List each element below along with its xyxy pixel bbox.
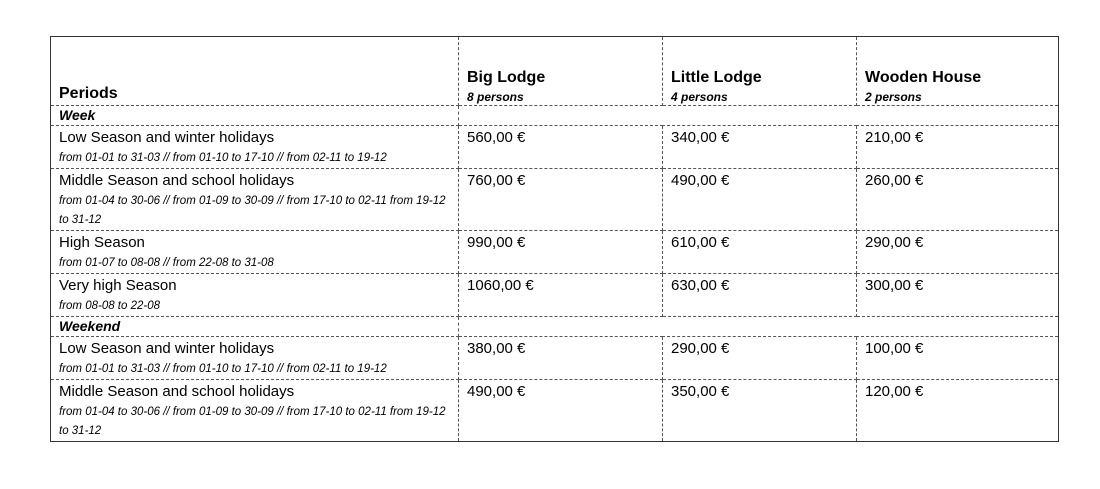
price-value: 290,00 € <box>865 234 924 251</box>
period-cell <box>51 169 459 231</box>
table-row <box>51 380 1059 442</box>
price-value: 340,00 € <box>671 129 730 146</box>
price-value: 1060,00 € <box>467 277 534 294</box>
price-value: 290,00 € <box>671 340 730 357</box>
period-name: High Season <box>59 234 145 251</box>
period-cell <box>51 231 459 274</box>
table-row <box>51 126 1059 169</box>
price-cell <box>663 231 857 274</box>
period-name: Middle Season and school holidays <box>59 172 295 189</box>
section-empty-cell <box>459 317 1059 337</box>
price-cell <box>857 169 1059 231</box>
period-cell <box>51 380 459 442</box>
period-dates: from 01-01 to 31-03 // from 01-10 to 17-10 // from 02-11 to 19-12 <box>59 152 387 164</box>
price-cell <box>857 337 1059 380</box>
price-value: 990,00 € <box>467 234 526 251</box>
price-value: 210,00 € <box>865 129 924 146</box>
period-cell <box>51 337 459 380</box>
table-row <box>51 337 1059 380</box>
price-cell <box>663 126 857 169</box>
header-label: Little Lodge <box>671 69 762 86</box>
price-value: 610,00 € <box>671 234 730 251</box>
price-cell <box>857 274 1059 317</box>
period-cell <box>51 126 459 169</box>
period-name: Middle Season and school holidays <box>59 383 295 400</box>
price-value: 630,00 € <box>671 277 730 294</box>
price-cell <box>857 380 1059 442</box>
section-row <box>51 317 1059 337</box>
price-value: 490,00 € <box>467 383 526 400</box>
section-row <box>51 106 1059 126</box>
price-cell <box>459 274 663 317</box>
price-cell <box>857 231 1059 274</box>
header-wooden-house <box>857 37 1059 106</box>
period-name: Low Season and winter holidays <box>59 340 275 357</box>
price-cell <box>663 337 857 380</box>
price-value: 300,00 € <box>865 277 924 294</box>
header-sub: 2 persons <box>865 90 922 104</box>
period-dates: from 01-04 to 30-06 // from 01-09 to 30-09 // from 17-10 to 02-11 from 19-12 to 31-12 <box>59 195 446 226</box>
price-cell <box>459 231 663 274</box>
price-value: 120,00 € <box>865 383 924 400</box>
price-value: 490,00 € <box>671 172 730 189</box>
header-little-lodge <box>663 37 857 106</box>
section-empty-cell <box>459 106 1059 126</box>
header-sub: 8 persons <box>467 90 524 104</box>
price-cell <box>459 380 663 442</box>
section-title: Week <box>59 107 96 123</box>
price-cell <box>663 274 857 317</box>
section-title-cell <box>51 317 459 337</box>
rates-table-body <box>51 37 1059 442</box>
period-dates: from 08-08 to 22-08 <box>59 300 161 312</box>
period-name: Very high Season <box>59 277 177 294</box>
header-row <box>51 37 1059 106</box>
price-cell <box>663 380 857 442</box>
period-dates: from 01-04 to 30-06 // from 01-09 to 30-09 // from 17-10 to 02-11 from 19-12 to 31-12 <box>59 406 446 437</box>
header-label: Periods <box>59 85 118 102</box>
price-cell <box>459 337 663 380</box>
price-value: 100,00 € <box>865 340 924 357</box>
header-label: Wooden House <box>865 69 982 86</box>
rates-table <box>50 36 1059 442</box>
section-title: Weekend <box>59 318 121 334</box>
price-value: 380,00 € <box>467 340 526 357</box>
header-big-lodge <box>459 37 663 106</box>
price-value: 760,00 € <box>467 172 526 189</box>
header-label: Big Lodge <box>467 69 546 86</box>
price-cell <box>857 126 1059 169</box>
price-value: 350,00 € <box>671 383 730 400</box>
period-dates: from 01-07 to 08-08 // from 22-08 to 31-08 <box>59 257 274 269</box>
header-periods <box>51 37 459 106</box>
price-cell <box>459 169 663 231</box>
header-sub: 4 persons <box>671 90 728 104</box>
period-name: Low Season and winter holidays <box>59 129 275 146</box>
price-value: 560,00 € <box>467 129 526 146</box>
section-title-cell <box>51 106 459 126</box>
period-cell <box>51 274 459 317</box>
price-cell <box>663 169 857 231</box>
price-cell <box>459 126 663 169</box>
table-row <box>51 169 1059 231</box>
period-dates: from 01-01 to 31-03 // from 01-10 to 17-10 // from 02-11 to 19-12 <box>59 363 387 375</box>
table-row <box>51 274 1059 317</box>
table-row <box>51 231 1059 274</box>
price-value: 260,00 € <box>865 172 924 189</box>
